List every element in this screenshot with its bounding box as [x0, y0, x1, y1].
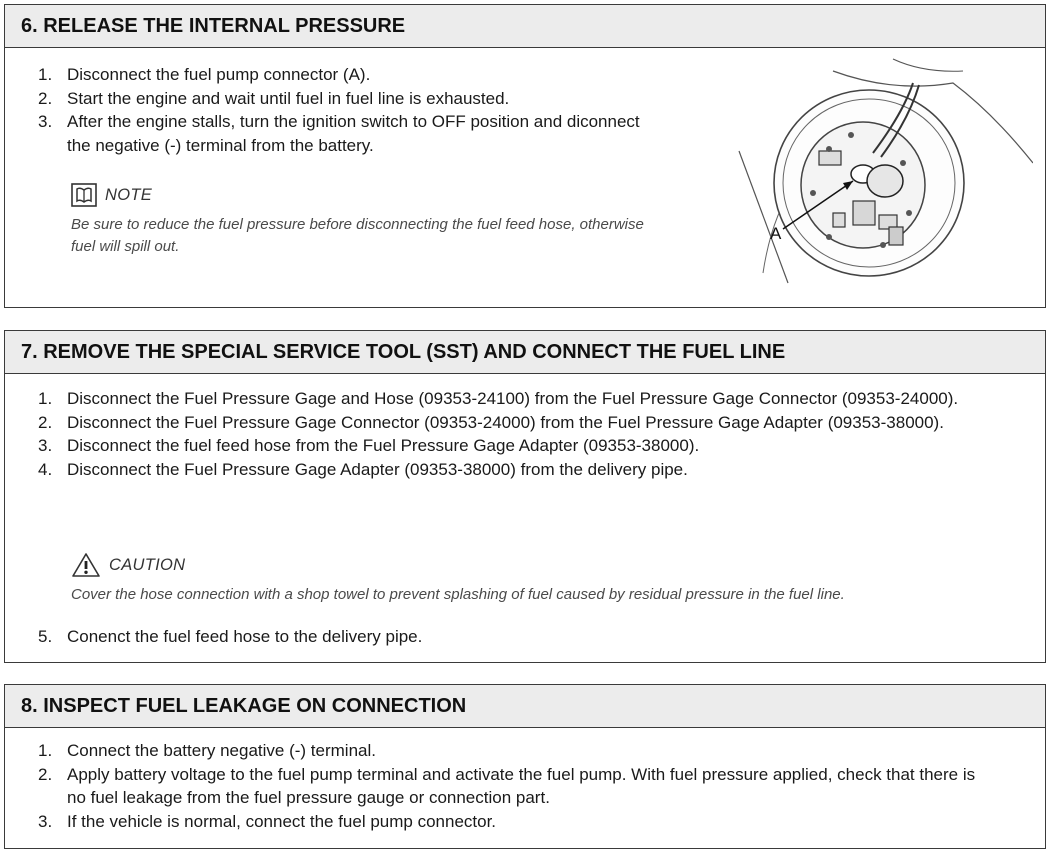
step-text: Disconnect the fuel feed hose from the Fuel Pressure Gage Adapter (09353-38000).	[67, 436, 700, 455]
step-list	[5, 387, 995, 481]
section-title: 7. REMOVE THE SPECIAL SERVICE TOOL (SST) AND CONNECT THE FUEL LINE	[5, 331, 1045, 374]
step-text: Disconnect the Fuel Pressure Gage Connector (09353-24000) from the Fuel Pressure Gage Adapter (09353-38000).	[67, 412, 944, 432]
step-text: Start the engine and wait until fuel in fuel line is exhausted.	[67, 88, 510, 108]
step-text: After the engine stalls, turn the ignition switch to OFF position and diconnect the negative (-) terminal from the battery.	[67, 112, 640, 155]
step-list	[5, 63, 645, 157]
step-number: 1.	[38, 389, 53, 408]
step-text: Disconnect the Fuel Pressure Gage and Hose (09353-24100) from the Fuel Pressure Gage Connector (09353-24000).	[67, 389, 959, 408]
caution-label: CAUTION	[109, 555, 186, 574]
step-item	[5, 110, 645, 157]
section-remove-sst	[4, 330, 1046, 663]
caution-box	[71, 553, 1031, 606]
step-text: Apply battery voltage to the fuel pump terminal and activate the fuel pump. With fuel pressure applied, check that there is no fuel leakage from the fuel pressure gauge or connection part.	[67, 764, 976, 807]
step-item	[5, 625, 995, 649]
callout-label: A	[770, 224, 782, 243]
note-label: NOTE	[105, 185, 153, 204]
step-number: 2.	[38, 764, 53, 784]
section-inspect-fuel-leakage	[4, 684, 1046, 849]
final-step-list	[5, 625, 995, 649]
step-item	[5, 810, 995, 834]
step-item	[5, 387, 995, 411]
section-title: 8. INSPECT FUEL LEAKAGE ON CONNECTION	[5, 685, 1045, 728]
step-item	[5, 434, 995, 458]
step-number: 2.	[38, 412, 53, 432]
section-release-internal-pressure	[4, 4, 1046, 308]
step-number: 5.	[38, 627, 53, 646]
step-item	[5, 458, 995, 482]
step-number: 3.	[38, 436, 53, 455]
section-title: 6. RELEASE THE INTERNAL PRESSURE	[5, 5, 1045, 48]
step-number: 3.	[38, 811, 53, 831]
step-number: 1.	[38, 741, 53, 760]
step-text: Disconnect the Fuel Pressure Gage Adapter (09353-38000) from the delivery pipe.	[67, 459, 688, 479]
step-text: Disconnect the fuel pump connector (A).	[67, 65, 371, 84]
step-item	[5, 739, 995, 763]
fuel-pump-figure	[733, 53, 1033, 289]
step-item	[5, 63, 645, 87]
step-text: If the vehicle is normal, connect the fuel pump connector.	[67, 811, 497, 831]
book-icon	[71, 183, 97, 207]
step-text: Connect the battery negative (-) terminal.	[67, 741, 376, 760]
step-number: 4.	[38, 459, 53, 479]
step-number: 2.	[38, 88, 53, 108]
warning-triangle-icon	[71, 552, 101, 578]
step-text: Conenct the fuel feed hose to the delivery pipe.	[67, 627, 423, 646]
step-list	[5, 739, 995, 833]
note-box	[71, 183, 646, 257]
step-number: 3.	[38, 112, 53, 131]
step-item	[5, 411, 995, 435]
step-item	[5, 87, 645, 111]
step-item	[5, 763, 995, 810]
note-text: Be sure to reduce the fuel pressure before disconnecting the fuel feed hose, otherwise fuel will spill out.	[71, 216, 644, 255]
caution-text: Cover the hose connection with a shop towel to prevent splashing of fuel caused by residual pressure in the fuel line.	[71, 586, 845, 603]
step-number: 1.	[38, 65, 53, 84]
